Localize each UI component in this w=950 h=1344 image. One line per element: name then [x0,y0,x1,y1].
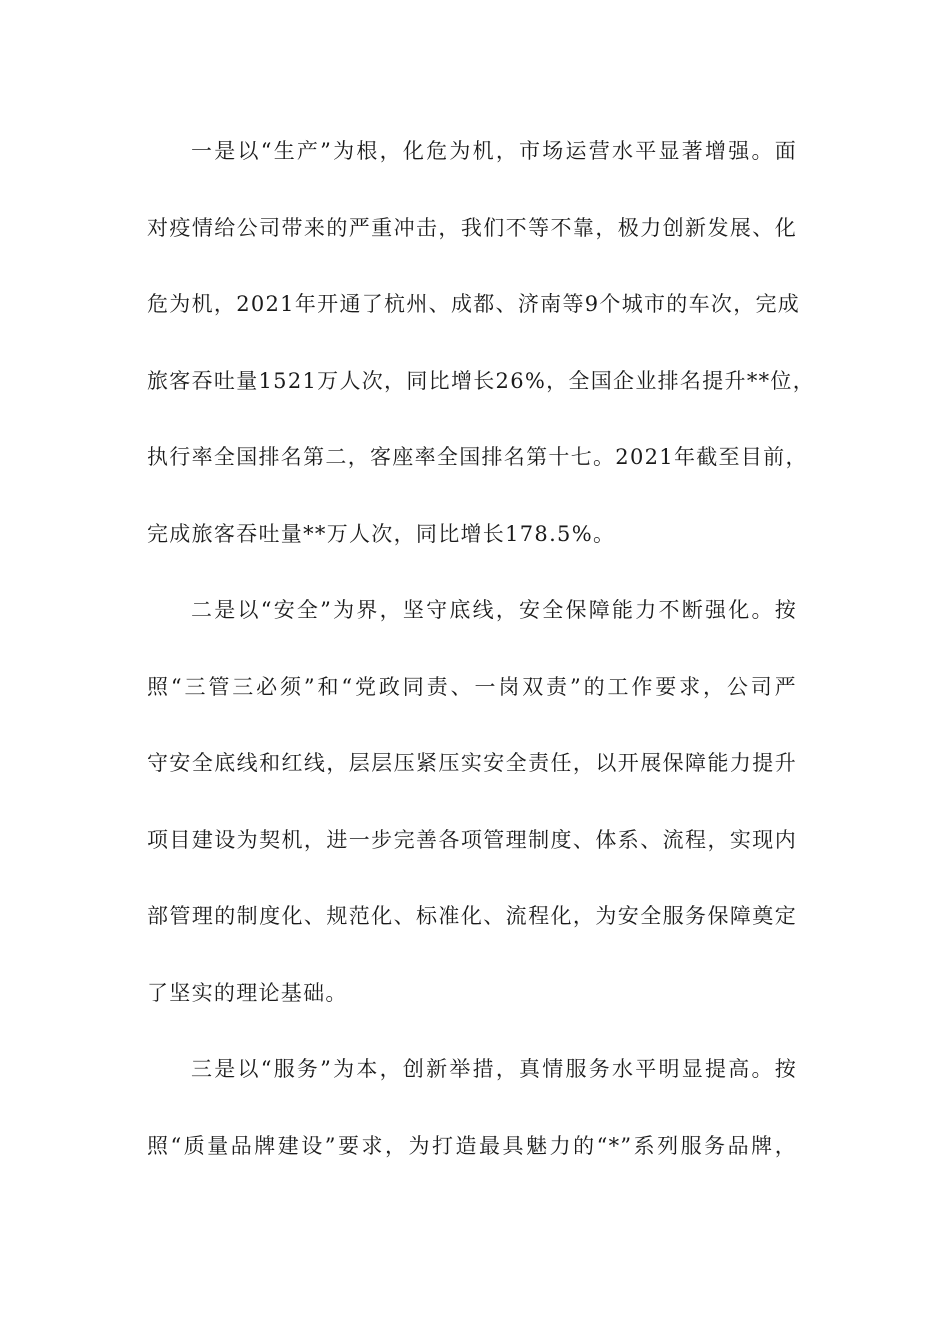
paragraph-safety [147,592,797,1051]
paragraph-line: 二是以“安全”为界，坚守底线，安全保障能力不断强化。按 [191,598,797,622]
paragraph-line: 部管理的制度化、规范化、标准化、流程化，为安全服务保障奠定 [147,904,797,928]
paragraph-line: 完成旅客吞吐量**万人次，同比增长178.5%。 [147,521,616,546]
paragraph-line: 三是以“服务”为本，创新举措，真情服务水平明显提高。按 [191,1057,797,1081]
paragraph-line: 照“质量品牌建设”要求，为打造最具魅力的“*”系列服务品牌， [147,1133,797,1158]
paragraph-line: 项目建设为契机，进一步完善各项管理制度、体系、流程，实现内 [147,827,797,852]
paragraph-line: 照“三管三必须”和“党政同责、一岗双责”的工作要求，公司严 [147,674,797,699]
paragraph-line: 对疫情给公司带来的严重冲击，我们不等不靠，极力创新发展、化 [147,215,797,240]
paragraph-line: 了坚实的理论基础。 [147,980,348,1005]
paragraph-service [147,1051,797,1204]
paragraph-line: 旅客吞吐量1521万人次，同比增长26%，全国企业排名提升**位， [147,368,816,393]
paragraph-line: 一是以“生产”为根，化危为机，市场运营水平显著增强。面 [191,139,797,163]
paragraph-production [147,133,816,592]
paragraph-line: 执行率全国排名第二，客座率全国排名第十七。2021年截至目前， [147,445,808,469]
paragraph-line: 守安全底线和红线，层层压紧压实安全责任，以开展保障能力提升 [147,751,797,775]
paragraph-line: 危为机，2021年开通了杭州、成都、济南等9个城市的车次，完成 [147,292,801,316]
